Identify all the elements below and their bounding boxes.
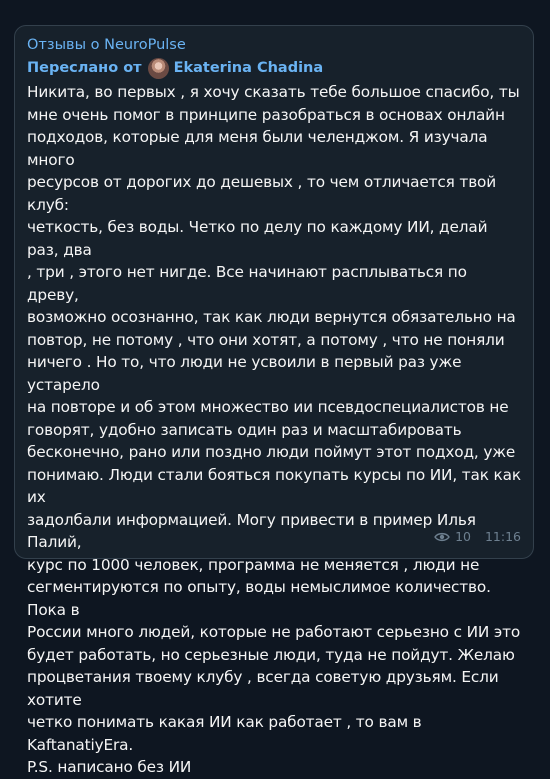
message-bubble[interactable]: [14, 25, 534, 776]
views-count: 10: [455, 529, 471, 544]
forwarded-author[interactable]: Ekaterina Chadina: [173, 60, 324, 76]
message-time: 11:16: [484, 529, 521, 544]
channel-title[interactable]: Отзывы о NeuroPulse: [27, 37, 186, 53]
forwarded-label: Переслано от: [27, 60, 142, 76]
avatar[interactable]: [148, 58, 169, 79]
message-text: Никита, во первых , я хочу сказать тебе большое спасибо, ты мне очень помог в принципе разобраться в основах онлайн подходов, которые для меня были челенджом. Я изучала много ресурсов от дорогих до дешевых , то чем отличается твой клуб: четкость, без воды. Четко по делу по каждому ИИ, делай раз, два , три , этого нет нигде. Все начинают расплываться по древу, возможно осознанно, так как люди вернутся обязательно на повтор, не потому , что они хотят, а потому , что не поняли ничего . Но то, что люди не усвоили в первый раз уже устарело на повторе и об этом множество ии псевдоспециалистов не говорят, удобно записать один раз и масштабировать бесконечно, рано или поздно люди поймут этот подход, уже понимаю. Люди стали бояться покупать курсы по ИИ, так как их задолбали информацией. Могу привести в пример Илья Палий, курс по 1000 человек, программа не меняется , люди не сегментируются по опыту, воды немыслимое количество. Пока в России много людей, которые не работают серьезно с ИИ это будет работать, но серьезные люди, туда не пойдут. Желаю процветания твоему клубу , всегда советую друзьям. Если хотите четко понимать какая ИИ как работает , то вам в KaftanatiyEra. P.S. написано без ИИ: [27, 83, 521, 776]
forwarded-header[interactable]: [27, 56, 521, 80]
message-meta: [434, 529, 521, 544]
eye-icon: [434, 532, 450, 542]
